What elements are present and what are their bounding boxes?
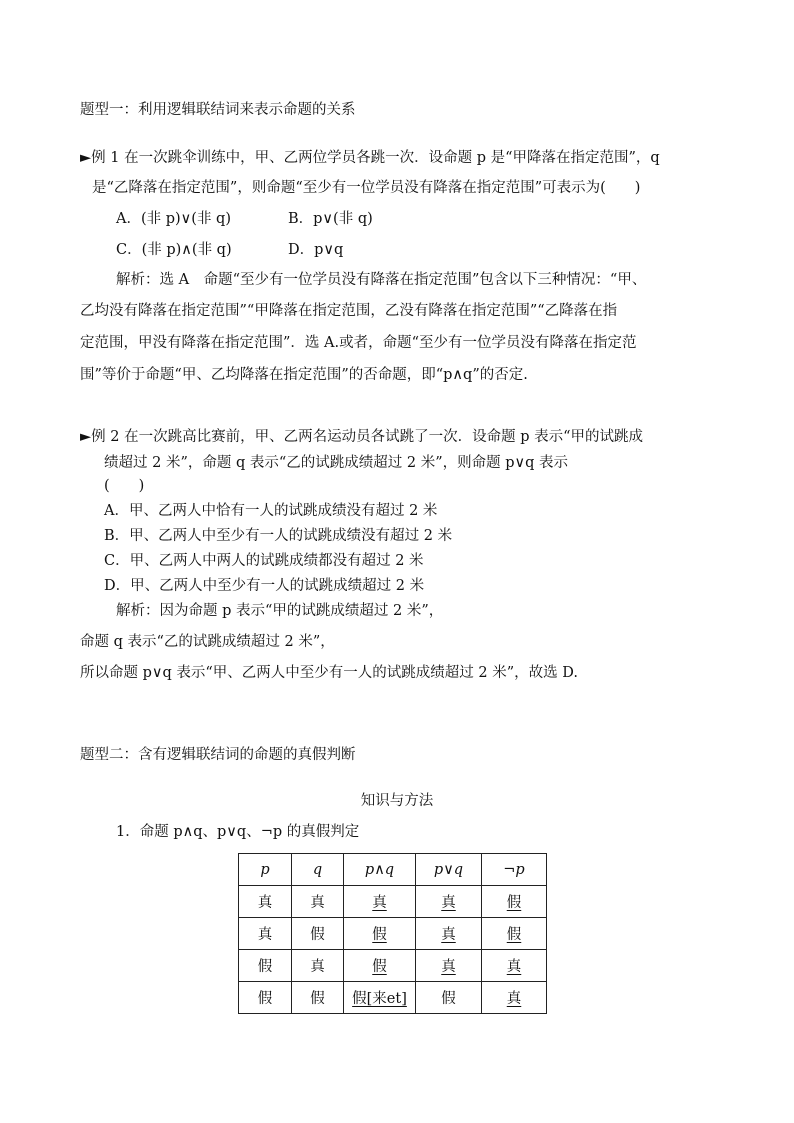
- table-cell-value: 真: [441, 895, 456, 911]
- table-header-cell: p: [239, 854, 292, 886]
- table-cell: 真: [292, 886, 344, 918]
- example1-analysis-line2: 乙均没有降落在指定范围”“甲降落在指定范围，乙没有降落在指定范围”“乙降落在指: [80, 303, 618, 319]
- example2-option-a: A．甲、乙两人中恰有一人的试跳成绩没有超过 2 米: [104, 503, 438, 519]
- example2-option-c: C．甲、乙两人中两人的试跳成绩都没有超过 2 米: [104, 553, 424, 569]
- table-row: [239, 918, 547, 950]
- table-cell: [344, 950, 416, 982]
- truth-table: [238, 853, 547, 1014]
- table-cell: 假: [239, 950, 292, 982]
- table-cell: [344, 918, 416, 950]
- table-cell: [416, 950, 482, 982]
- section2-item1: 1．命题 p∧q、p∨q、¬p 的真假判定: [116, 824, 360, 840]
- table-header-cell: p∨q: [416, 854, 482, 886]
- table-row: [239, 886, 547, 918]
- table-cell: [482, 950, 547, 982]
- example1-option-b: B．p∨(非 q): [288, 211, 373, 227]
- example1-option-d: D．p∨q: [288, 242, 344, 258]
- example2-question-line1: ►例 2 在一次跳高比赛前，甲、乙两名运动员各试跳了一次．设命题 p 表示“甲的试跳成: [80, 429, 644, 445]
- section-title-2: 题型二：含有逻辑联结词的命题的真假判断: [80, 747, 356, 763]
- table-row: [239, 982, 547, 1014]
- table-cell-value: 真: [372, 895, 387, 911]
- example1-option-c: C．(非 p)∧(非 q): [116, 242, 232, 258]
- table-cell-value: 真: [506, 991, 522, 1007]
- table-cell: 假: [292, 918, 344, 950]
- example1-analysis-line1: 解析：选 A 命题“至少有一位学员没有降落在指定范围”包含以下三种情况：“甲、: [116, 272, 647, 288]
- example2-analysis-line2: 命题 q 表示“乙的试跳成绩超过 2 米”，: [80, 634, 335, 650]
- example2-analysis-line3: 所以命题 p∨q 表示“甲、乙两人中至少有一人的试跳成绩超过 2 米”，故选 D.: [80, 665, 578, 681]
- example1-analysis-line4: 围”等价于命题“甲、乙均降落在指定范围”的否命题，即“p∧q”的否定.: [80, 367, 528, 383]
- example2-option-d: D．甲、乙两人中至少有一人的试跳成绩超过 2 米: [104, 578, 425, 594]
- table-cell-value: 真: [441, 959, 456, 975]
- table-cell: 假: [292, 982, 344, 1014]
- table-cell: [344, 982, 416, 1014]
- table-cell-value: 假: [506, 895, 522, 911]
- example1-analysis-line3: 定范围，甲没有降落在指定范围”．选 A.或者，命题“至少有一位学员没有降落在指定范: [80, 335, 637, 351]
- table-cell-value: 真: [506, 959, 522, 975]
- table-cell: 真: [239, 886, 292, 918]
- example2-question-line2: 绩超过 2 米”，命题 q 表示“乙的试跳成绩超过 2 米”，则命题 p∨q 表示: [104, 455, 569, 471]
- table-cell: 假: [416, 982, 482, 1014]
- example1-option-a: A．(非 p)∨(非 q): [116, 211, 231, 227]
- table-cell: [482, 886, 547, 918]
- table-cell: 真: [292, 950, 344, 982]
- table-cell: [482, 918, 547, 950]
- section-title-1: 题型一：利用逻辑联结词来表示命题的关系: [80, 102, 356, 118]
- example1-question-line1: ►例 1 在一次跳伞训练中，甲、乙两位学员各跳一次．设命题 p 是“甲降落在指定范围”，q: [80, 150, 660, 166]
- table-cell-value: 假: [372, 927, 387, 943]
- table-cell-value: 真: [441, 927, 456, 943]
- table-header-cell: q: [292, 854, 344, 886]
- table-cell: 假: [239, 982, 292, 1014]
- example2-analysis-line1: 解析：因为命题 p 表示“甲的试跳成绩超过 2 米”，: [116, 603, 444, 619]
- table-cell: [416, 918, 482, 950]
- table-header-cell: p∧q: [344, 854, 416, 886]
- example1-question-line2: 是“乙降落在指定范围”，则命题“至少有一位学员没有降落在指定范围”可表示为( ): [92, 180, 641, 196]
- table-header-row: [239, 854, 547, 886]
- table-cell: [416, 886, 482, 918]
- table-cell: [482, 982, 547, 1014]
- section2-subtitle: 知识与方法: [360, 793, 434, 809]
- table-cell: 真: [239, 918, 292, 950]
- table-row: [239, 950, 547, 982]
- table-cell-value: 假: [506, 927, 522, 943]
- example2-option-b: B．甲、乙两人中至少有一人的试跳成绩没有超过 2 米: [104, 528, 453, 544]
- table-header-cell: ¬p: [482, 854, 547, 886]
- table-cell-value: 假[来et]: [352, 991, 407, 1007]
- table-cell-value: 假: [372, 959, 387, 975]
- table-cell: [344, 886, 416, 918]
- example2-question-line3: ( ): [104, 478, 145, 494]
